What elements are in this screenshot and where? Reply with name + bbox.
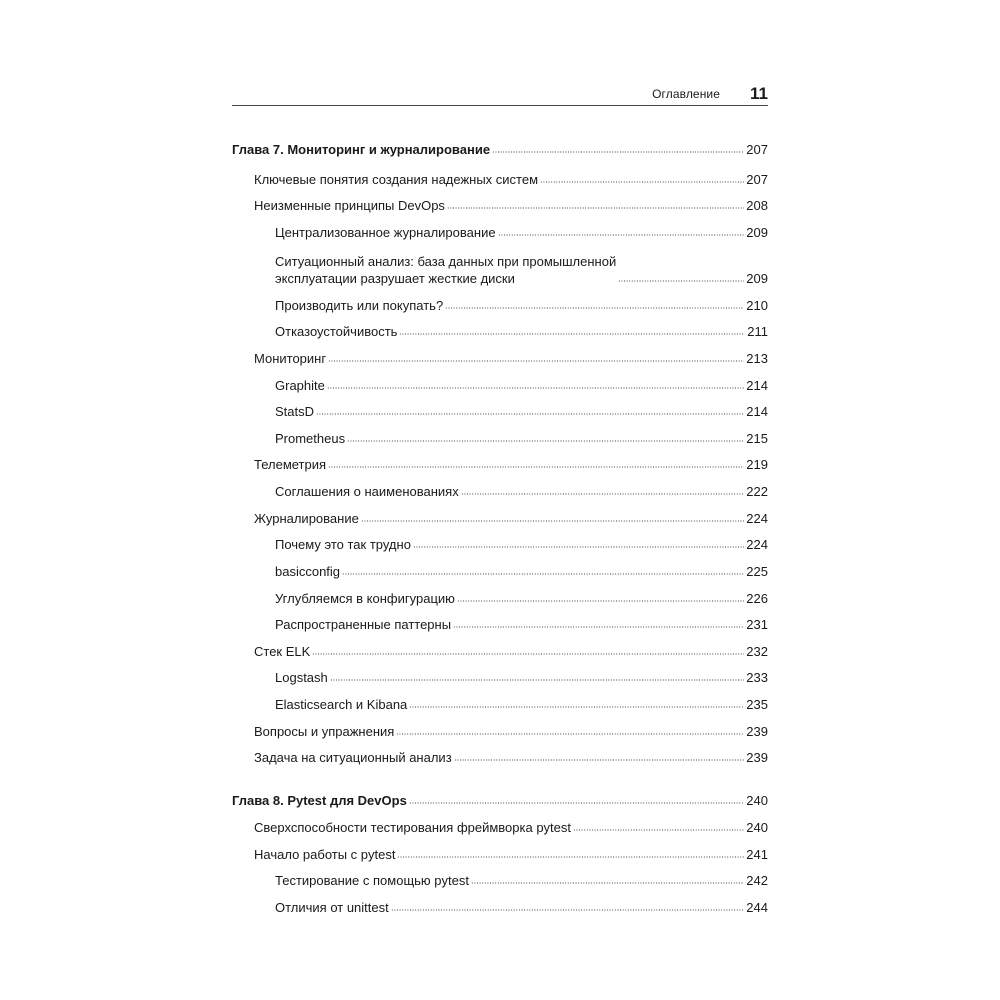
toc-entry-page: 224 [746,537,768,552]
toc-entry-title-line: Ситуационный анализ: база данных при промышленной [275,254,617,269]
toc-entry-title: Производить или покупать? [275,298,444,313]
toc-entry-page: 224 [746,511,768,526]
toc-entry-page: 211 [747,324,768,339]
toc-entry-title: Глава 7. Мониторинг и журналирование [232,142,491,157]
dot-leader [316,412,744,416]
toc-entry[interactable] [254,749,768,766]
toc-entry-page: 242 [746,873,768,888]
toc-entry[interactable] [254,171,768,188]
toc-entry-title: Стек ELK [254,644,311,659]
toc-entry[interactable] [275,563,768,580]
page-number: 11 [750,84,768,103]
toc-entry-title: Распространенные паттерны [275,617,452,632]
dot-leader [397,855,744,859]
dot-leader [447,206,744,210]
table-of-contents [232,0,768,1000]
dot-leader [328,359,744,363]
toc-entry-page: 209 [746,225,768,240]
toc-entry[interactable] [254,846,768,863]
toc-entry[interactable] [275,224,768,241]
toc-entry-title: Сверхспособности тестирования фреймворка pytest [254,820,572,835]
dot-leader [399,332,745,336]
dot-leader [540,180,744,184]
toc-entry-title: Отказоустойчивость [275,324,398,339]
toc-entry-page: 208 [746,198,768,213]
dot-leader [347,439,744,443]
running-title: Оглавление [652,87,721,101]
toc-entry-title: Начало работы с pytest [254,847,396,862]
toc-entry[interactable] [275,669,768,686]
dot-leader [453,625,744,629]
toc-entry[interactable] [232,141,768,158]
toc-entry-page: 222 [746,484,768,499]
toc-entry[interactable] [275,430,768,447]
toc-entry-title: Почему это так трудно [275,537,411,552]
toc-entry-page: 233 [746,670,768,685]
toc-entry-title: Углубляемся в конфигурацию [275,591,455,606]
toc-entry-page: 207 [746,142,768,157]
toc-entry-title: Журналирование [254,511,359,526]
toc-entry[interactable] [254,819,768,836]
toc-entry-title-line: эксплуатации разрушает жесткие диски [275,271,515,286]
toc-entry[interactable] [275,483,768,500]
toc-entry-page: 239 [746,724,768,739]
toc-entry-title: Централизованное журналирование [275,225,496,240]
toc-entry-page: 226 [746,591,768,606]
toc-entry-page: 244 [746,900,768,915]
dot-leader [342,572,744,576]
toc-entry[interactable] [275,536,768,553]
toc-entry-page: 239 [746,750,768,765]
dot-leader [312,652,744,656]
toc-entry-title: Ключевые понятия создания надежных систем [254,172,539,187]
dot-leader [573,828,744,832]
toc-entry-page: 207 [746,172,768,187]
toc-entry-page: 240 [746,820,768,835]
toc-entry-title: Отличия от unittest [275,900,389,915]
toc-entry-page: 215 [746,431,768,446]
toc-entry[interactable] [275,297,768,314]
toc-entry-title: Тестирование с помощью pytest [275,873,469,888]
toc-entry[interactable] [232,792,768,809]
toc-entry[interactable] [275,696,768,713]
dot-leader [445,306,744,310]
toc-entry-page: 231 [746,617,768,632]
dot-leader [471,881,744,885]
toc-entry-title: basicconfig [275,564,341,579]
toc-entry-title: Неизменные принципы DevOps [254,198,445,213]
toc-entry-title: Мониторинг [254,351,327,366]
toc-entry[interactable] [254,510,768,527]
toc-entry-title: Elasticsearch и Kibana [275,697,408,712]
toc-entry[interactable] [275,872,768,889]
toc-entry-title: Глава 8. Pytest для DevOps [232,793,407,808]
toc-entry[interactable] [254,350,768,367]
toc-entry[interactable] [254,197,768,214]
dot-leader [409,705,744,709]
toc-entry-title: Соглашения о наименованиях [275,484,459,499]
toc-entry-title: Телеметрия [254,457,327,472]
dot-leader [391,908,745,912]
toc-entry-page: 213 [746,351,768,366]
toc-entry-page: 214 [746,378,768,393]
toc-entry-title: Задача на ситуационный анализ [254,750,452,765]
toc-entry[interactable] [275,590,768,607]
dot-leader [457,599,744,603]
dot-leader [492,150,744,154]
toc-entry-page: 219 [746,457,768,472]
toc-entry[interactable] [254,723,768,740]
dot-leader [409,801,745,805]
toc-entry-page: 232 [746,644,768,659]
toc-entry-page: 241 [746,847,768,862]
toc-entry[interactable] [254,643,768,660]
dot-leader [330,678,745,682]
dot-leader [498,233,745,237]
toc-entry-title: StatsD [275,404,315,419]
toc-entry-page: 235 [746,697,768,712]
dot-leader [361,519,744,523]
toc-entry-title: Logstash [275,670,328,685]
toc-entry-title: Graphite [275,378,325,393]
toc-entry[interactable] [275,403,768,420]
toc-entry-page: 225 [746,564,768,579]
toc-entry-page: 214 [746,404,768,419]
toc-entry[interactable] [275,899,768,916]
dot-leader [454,758,745,762]
toc-entry-page: 210 [746,298,768,313]
dot-leader [413,545,744,549]
toc-entry[interactable] [275,323,768,340]
toc-entry-title [275,253,616,287]
dot-leader [461,492,745,496]
dot-leader [396,732,744,736]
dot-leader [328,465,744,469]
toc-entry[interactable] [254,456,768,473]
toc-entry[interactable] [275,253,768,287]
dot-leader [327,386,744,390]
toc-entry-page: 240 [746,793,768,808]
toc-entry-page: 209 [746,271,768,286]
toc-entry-title: Вопросы и упражнения [254,724,395,739]
toc-entry[interactable] [275,377,768,394]
toc-entry-title: Prometheus [275,431,346,446]
dot-leader [618,279,744,283]
toc-entry[interactable] [275,616,768,633]
